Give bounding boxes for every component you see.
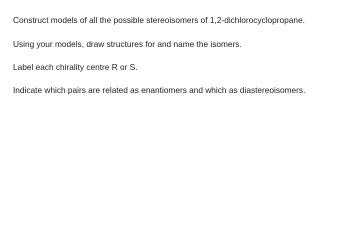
instruction-indicate-pairs: Indicate which pairs are related as enantiomers and which as diastereoisomers. xyxy=(13,85,306,95)
instruction-label-chirality: Label each chirality centre R or S. xyxy=(13,62,138,72)
instruction-draw-structures: Using your models, draw structures for and name the isomers. xyxy=(13,39,242,49)
instruction-construct-models: Construct models of all the possible stereoisomers of 1,2-dichlorocyclopropane. xyxy=(13,15,305,25)
question-document xyxy=(0,0,350,118)
